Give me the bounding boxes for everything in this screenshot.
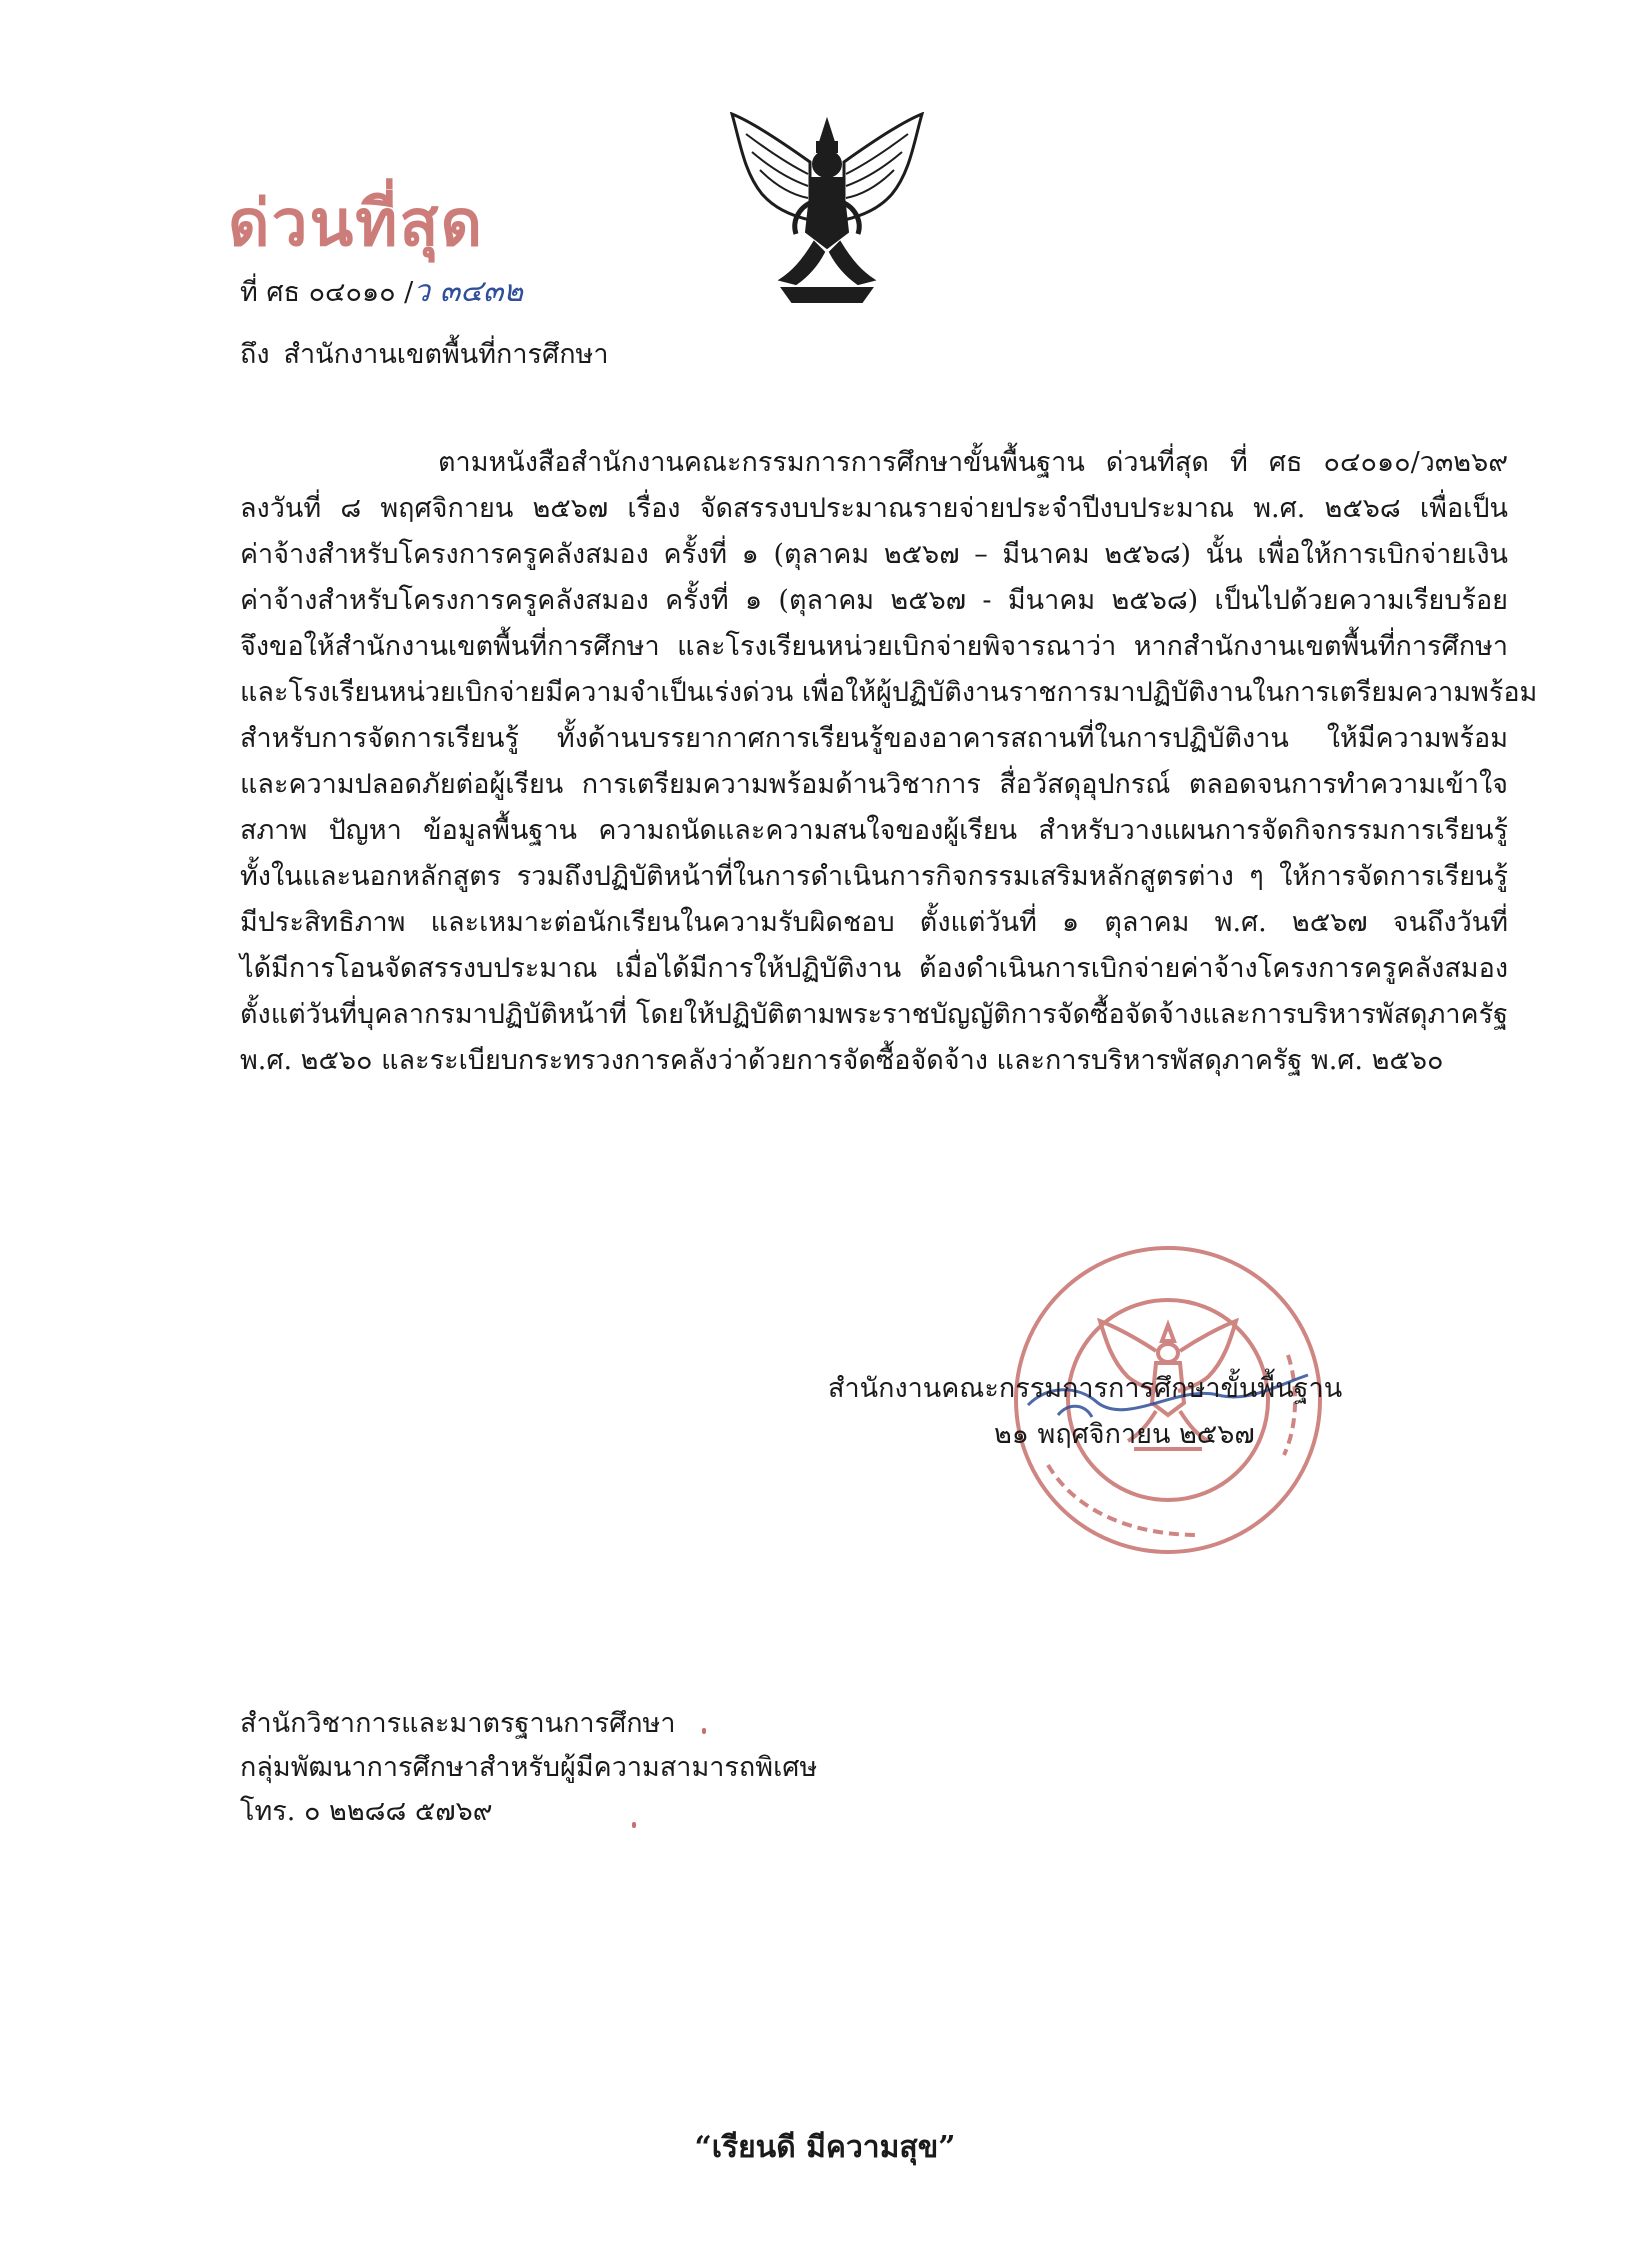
body-line: ทั้งในและนอกหลักสูตร รวมถึงปฏิบัติหน้าที่ในการดำเนินการกิจกรรมเสริมหลักสูตรต่าง ๆ ให้การจัดการเรียนรู้ xyxy=(240,861,1508,892)
contact-phone: โทร. ๐ ๒๒๘๘ ๕๗๖๙ xyxy=(240,1796,493,1827)
body-line: จึงขอให้สำนักงานเขตพื้นที่การศึกษา และโรงเรียนหน่วยเบิกจ่ายพิจารณาว่า หากสำนักงานเขตพื้นที่การศึกษา xyxy=(240,631,1508,662)
body-line: สำหรับการจัดการเรียนรู้ ทั้งด้านบรรยากาศการเรียนรู้ของอาคารสถานที่ในการปฏิบัติงาน ให้มีความพร้อม xyxy=(240,723,1508,754)
recipient-label: ถึง xyxy=(240,339,270,370)
body-line: และความปลอดภัยต่อผู้เรียน การเตรียมความพร้อมด้านวิชาการ สื่อวัสดุอุปกรณ์ ตลอดจนการทำความเข้าใจ xyxy=(240,769,1508,800)
issuing-office: สำนักงานคณะกรรมการการศึกษาขั้นพื้นฐาน xyxy=(828,1373,1343,1404)
body-line: พ.ศ. ๒๕๖๐ และระเบียบกระทรวงการคลังว่าด้วยการจัดซื้อจัดจ้าง และการบริหารพัสดุภาครัฐ พ.ศ. ๒๕๖๐ xyxy=(240,1045,1444,1076)
footer-motto: “เรียนดี มีความสุข” xyxy=(694,2130,956,2165)
garuda-emblem-icon xyxy=(722,112,932,310)
body-line: และโรงเรียนหน่วยเบิกจ่ายมีความจำเป็นเร่งด่วน เพื่อให้ผู้ปฏิบัติงานราชการมาปฏิบัติงานในการเตรียมความพร้อม xyxy=(240,677,1538,708)
document-number-handwritten: ว ๓๔๓๒ xyxy=(413,274,524,309)
contact-group: กลุ่มพัฒนาการศึกษาสำหรับผู้มีความสามารถพิเศษ xyxy=(240,1752,818,1783)
body-line: ตั้งแต่วันที่บุคลากรมาปฏิบัติหน้าที่ โดยให้ปฏิบัติตามพระราชบัญญัติการจัดซื้อจัดจ้างและการบริหารพัสดุภาครัฐ xyxy=(240,999,1508,1030)
document-number xyxy=(240,268,523,315)
body-line: ลงวันที่ ๘ พฤศจิกายน ๒๕๖๗ เรื่อง จัดสรรงบประมาณรายจ่ายประจำปีงบประมาณ พ.ศ. ๒๕๖๘ เพื่อเป็น xyxy=(240,493,1508,524)
body-paragraph xyxy=(240,440,1538,1084)
body-line: ตามหนังสือสำนักงานคณะกรรมการการศึกษาขั้นพื้นฐาน ด่วนที่สุด ที่ ศธ ๐๔๐๑๐/ว๓๒๖๙ xyxy=(438,447,1508,478)
ink-speck xyxy=(702,1728,706,1734)
urgency-label: ด่วนที่สุด xyxy=(228,187,485,261)
body-line: ได้มีการโอนจัดสรรงบประมาณ เมื่อได้มีการให้ปฏิบัติงาน ต้องดำเนินการเบิกจ่ายค่าจ้างโครงการครูคลังสมอง xyxy=(240,953,1508,984)
body-line: สภาพ ปัญหา ข้อมูลพื้นฐาน ความถนัดและความสนใจของผู้เรียน สำหรับวางแผนการจัดกิจกรรมการเรียนรู้ xyxy=(240,815,1508,846)
recipient-value: สำนักงานเขตพื้นที่การศึกษา xyxy=(283,339,609,370)
body-line: ค่าจ้างสำหรับโครงการครูคลังสมอง ครั้งที่ ๑ (ตุลาคม ๒๕๖๗ - มีนาคม ๒๕๖๘) เป็นไปด้วยความเรียบร้อย xyxy=(240,585,1508,616)
document-number-prefix: ที่ ศธ ๐๔๐๑๐ / xyxy=(240,277,414,308)
ink-speck xyxy=(632,1822,636,1828)
contact-department: สำนักวิชาการและมาตรฐานการศึกษา xyxy=(240,1708,676,1739)
contact-block xyxy=(240,1702,817,1834)
body-line: มีประสิทธิภาพ และเหมาะต่อนักเรียนในความรับผิดชอบ ตั้งแต่วันที่ ๑ ตุลาคม พ.ศ. ๒๕๖๗ จนถึงวันที่ xyxy=(240,907,1508,938)
signature-block xyxy=(828,1366,1342,1458)
body-line: ค่าจ้างสำหรับโครงการครูคลังสมอง ครั้งที่ ๑ (ตุลาคม ๒๕๖๗ – มีนาคม ๒๕๖๘) นั้น เพื่อให้การเบิกจ่ายเงิน xyxy=(240,539,1508,570)
recipient xyxy=(240,332,609,375)
issue-date: ๒๑ พฤศจิกายน ๒๕๖๗ xyxy=(994,1419,1255,1450)
